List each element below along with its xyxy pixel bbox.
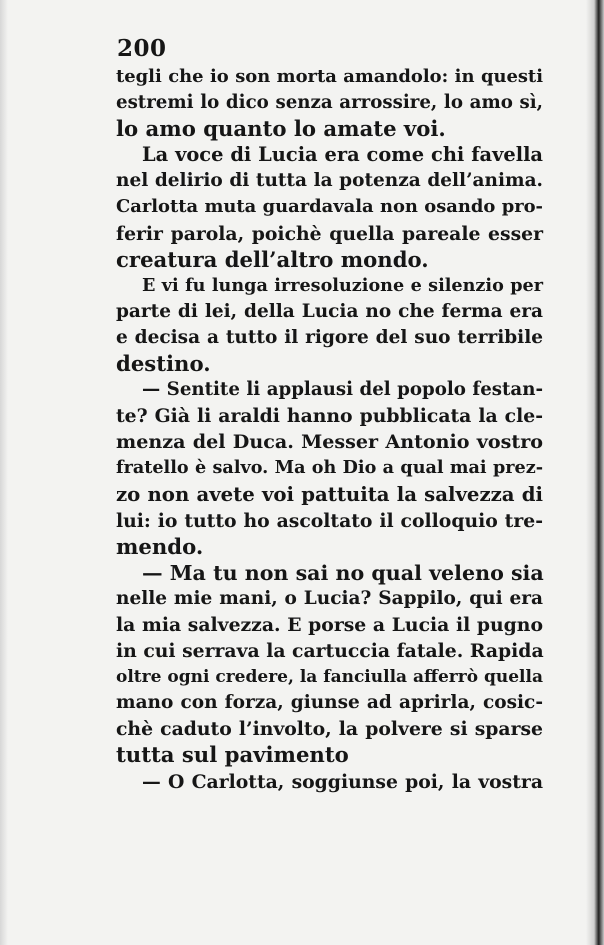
text-line: zo non avete voi pattuita la salvezza di — [116, 482, 543, 506]
text-line: creatura dell’altro mondo. — [116, 246, 429, 272]
text-line: E vi fu lunga irresoluzione e silenzio per — [142, 274, 543, 296]
book-spine-shadow — [586, 0, 604, 945]
text-line: estremi lo dico senza arrossire, lo amo sì, — [116, 92, 543, 114]
text-line: menza del Duca. Messer Antonio vostro — [116, 430, 543, 454]
text-line: oltre ogni credere, la fanciulla afferrò quella — [116, 667, 543, 688]
text-line: — Sentite li applausi del popolo festan- — [142, 379, 543, 401]
body-text — [116, 64, 543, 795]
text-line: chè caduto l’involto, la polvere si sparse — [116, 718, 543, 741]
text-line: in cui serrava la cartuccia fatale. Rapida — [116, 640, 544, 663]
text-line: lo amo quanto lo amate voi. — [116, 116, 446, 142]
text-line: nel delirio di tutta la potenza dell’anima. — [116, 170, 543, 192]
text-line: fratello è salvo. Ma oh Dio a qual mai prez- — [116, 457, 543, 479]
text-line: tegli che io son morta amandolo: in questi — [116, 66, 543, 87]
text-line: e decisa a tutto il rigore del suo terribile — [116, 326, 543, 348]
text-line: lui: io tutto ho ascoltato il colloquio tre- — [116, 509, 543, 532]
text-line: La voce di Lucia era come chi favella — [142, 143, 543, 167]
text-line: ferir parola, poichè quella pareale esser — [116, 222, 543, 245]
text-line: mano con forza, giunse ad aprirla, cosic- — [116, 692, 543, 714]
text-line: — O Carlotta, soggiunse poi, la vostra — [142, 770, 543, 793]
text-line: mendo. — [116, 533, 204, 559]
text-line: te? Già li araldi hanno pubblicata la cle- — [116, 405, 543, 428]
text-line: parte di lei, della Lucia no che ferma era — [116, 300, 543, 322]
text-line: tutta sul pavimento — [116, 742, 349, 768]
text-line: destino. — [116, 351, 211, 377]
text-line: la mia salvezza. E porse a Lucia il pugno — [116, 613, 543, 636]
text-line: Carlotta muta guardavala non osando pro- — [116, 196, 543, 218]
text-line: nelle mie mani, o Lucia? Sappilo, qui era — [116, 587, 543, 609]
page-left-edge — [0, 0, 8, 945]
text-line: — Ma tu non sai no qual veleno sia — [142, 560, 544, 585]
page-number: 200 — [117, 35, 167, 62]
